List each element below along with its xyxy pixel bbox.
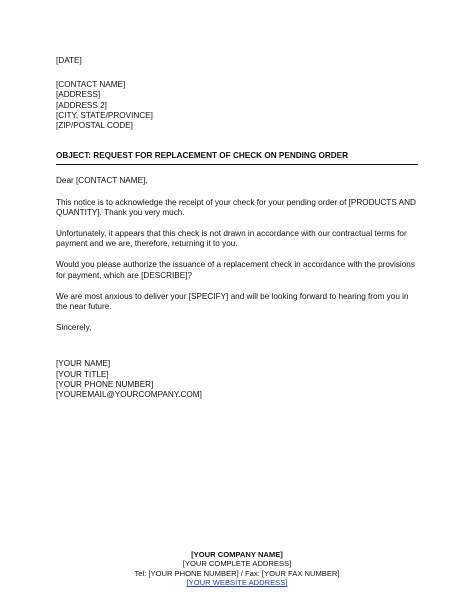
footer-contact: Tel: [YOUR PHONE NUMBER] / Fax: [YOUR FAX NUMBER] bbox=[134, 568, 340, 578]
paragraph-returning-check: Unfortunately, it appears that this check is not drawn in accordance with our contractual terms for payment and we are, therefore, returning it to you. bbox=[56, 229, 407, 249]
recipient-zip: [ZIP/POSTAL CODE] bbox=[56, 121, 133, 131]
footer-website-link[interactable]: [YOUR WEBSITE ADDRESS] bbox=[186, 578, 288, 588]
subject-divider bbox=[56, 164, 418, 165]
letter-footer bbox=[0, 550, 474, 588]
recipient-address-block bbox=[56, 80, 418, 131]
signature-title: [YOUR TITLE] bbox=[56, 369, 109, 379]
paragraph-delivery: We are most anxious to deliver your [SPECIFY] and will be looking forward to hearing from you in the near future. bbox=[56, 291, 409, 312]
signature-phone: [YOUR PHONE NUMBER] bbox=[56, 379, 154, 389]
paragraph-acknowledgement: This notice is to acknowledge the receipt of your check for your pending order of [PRODUCTS AND QUANTITY]. Thank you very much. bbox=[56, 197, 416, 217]
recipient-city-state: [CITY, STATE/PROVINCE] bbox=[56, 110, 153, 120]
letter-closing: Sincerely, bbox=[56, 323, 92, 333]
paragraph-request-replacement: Would you please authorize the issuance of a replacement check in accordance with the provisions for payment, which are [DESCRIBE]? bbox=[56, 260, 415, 280]
letter-subject: OBJECT: REQUEST FOR REPLACEMENT OF CHECK ON PENDING ORDER bbox=[56, 151, 349, 161]
footer-address: [YOUR COMPLETE ADDRESS] bbox=[182, 559, 292, 569]
footer-company-name: [YOUR COMPANY NAME] bbox=[191, 550, 283, 559]
recipient-address-line-1: [ADDRESS] bbox=[56, 90, 101, 100]
signature-block bbox=[56, 359, 418, 400]
recipient-contact-name: [CONTACT NAME] bbox=[56, 80, 126, 90]
signature-email: [YOUREMAIL@YOURCOMPANY.COM] bbox=[56, 390, 202, 400]
recipient-address-line-2: [ADDRESS 2] bbox=[56, 100, 107, 110]
letter-body bbox=[56, 56, 418, 400]
signature-name: [YOUR NAME] bbox=[56, 359, 111, 369]
letter-salutation: Dear [CONTACT NAME], bbox=[56, 176, 148, 186]
letter-date: [DATE] bbox=[56, 56, 82, 65]
